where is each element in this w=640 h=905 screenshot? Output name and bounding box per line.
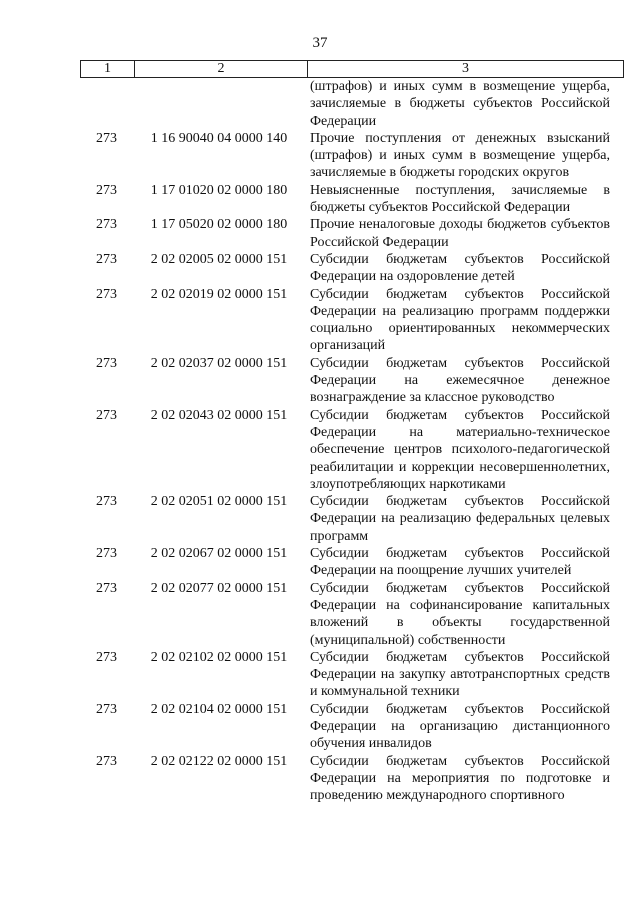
row-number: 273 (96, 753, 117, 769)
table-row (80, 753, 620, 805)
row-number: 273 (96, 182, 117, 198)
row-description: Невыясненные поступления, зачисляемые в бюджеты субъектов Российской Федерации (310, 182, 610, 216)
row-code: 2 02 02051 02 0000 151 (150, 494, 288, 510)
table-row (80, 649, 620, 701)
table-row-continuation (80, 78, 620, 130)
row-description: Субсидии бюджетам субъектов Российской Федерации на закупку автотранспортных средств и коммунальной техники (310, 649, 610, 700)
row-code: 2 02 02102 02 0000 151 (150, 649, 288, 665)
row-description: Субсидии бюджетам субъектов Российской Федерации на ежемесячное денежное вознаграждение за классное руководство (310, 355, 610, 406)
row-number: 273 (96, 251, 117, 267)
row-description: Субсидии бюджетам субъектов Российской Федерации на реализацию федеральных целевых программ (310, 494, 610, 544)
header-col-2: 2 (135, 61, 308, 78)
table-row (80, 355, 620, 407)
row-number: 273 (96, 407, 117, 423)
row-number: 273 (96, 217, 117, 233)
table-header (80, 60, 624, 78)
row-number: 273 (96, 355, 117, 371)
row-number: 273 (96, 130, 117, 146)
row-number: 273 (96, 494, 117, 510)
row-number: 273 (96, 649, 117, 665)
row-description: (штрафов) и иных сумм в возмещение ущерба, зачисляемые в бюджеты субъектов Российской Федерации (310, 79, 610, 129)
table-row (80, 251, 620, 286)
row-number: 273 (96, 580, 117, 596)
row-description: Субсидии бюджетам субъектов Российской Федерации на поощрение лучших учителей (310, 546, 610, 579)
table-row (80, 701, 620, 753)
table-row (80, 407, 620, 493)
page-number: 37 (312, 35, 328, 51)
row-description: Субсидии бюджетам субъектов Российской Федерации на материально-техническое обеспечение центров психолого-педагогической реабилитации и коррекции несовершеннолетних, злоупотребляющих наркотиками (310, 407, 610, 492)
row-code: 1 16 90040 04 0000 140 (150, 130, 288, 146)
header-col-1: 1 (81, 61, 135, 78)
row-description: Субсидии бюджетам субъектов Российской Федерации на мероприятия по подготовке и проведению международного спортивного (310, 753, 610, 804)
table-row (80, 493, 620, 545)
row-code: 2 02 02122 02 0000 151 (150, 753, 288, 769)
row-description: Субсидии бюджетам субъектов Российской Федерации на софинансирование капитальных вложений в объекты государственной (муниципальной) собственности (310, 580, 610, 648)
table-row (80, 182, 620, 217)
table-row (80, 130, 620, 182)
row-code: 2 02 02104 02 0000 151 (150, 701, 288, 717)
row-code: 2 02 02043 02 0000 151 (150, 407, 288, 423)
table-body (80, 78, 620, 804)
header-col-3: 3 (308, 61, 624, 78)
table-row (80, 580, 620, 649)
row-description: Субсидии бюджетам субъектов Российской Федерации на реализацию программ поддержки социально ориентированных некоммерческих организаций (310, 286, 610, 354)
row-number: 273 (96, 701, 117, 717)
row-code: 2 02 02019 02 0000 151 (150, 286, 288, 302)
row-code: 2 02 02067 02 0000 151 (150, 546, 288, 562)
row-number: 273 (96, 546, 117, 562)
row-number: 273 (96, 286, 117, 302)
table-row (80, 216, 620, 251)
row-description: Субсидии бюджетам субъектов Российской Федерации на оздоровление детей (310, 251, 610, 285)
row-code: 1 17 01020 02 0000 180 (150, 182, 288, 198)
row-code: 2 02 02037 02 0000 151 (150, 355, 288, 371)
row-code: 2 02 02005 02 0000 151 (150, 251, 288, 267)
row-code: 2 02 02077 02 0000 151 (150, 580, 288, 596)
table-row (80, 286, 620, 355)
row-description: Прочие поступления от денежных взысканий (штрафов) и иных сумм в возмещение ущерба, зачисляемые в бюджеты городских округов (310, 130, 610, 181)
row-description: Субсидии бюджетам субъектов Российской Федерации на организацию дистанционного обучения инвалидов (310, 701, 610, 752)
table-row (80, 545, 620, 580)
row-code: 1 17 05020 02 0000 180 (150, 217, 288, 233)
row-description: Прочие неналоговые доходы бюджетов субъектов Российской Федерации (310, 217, 610, 250)
